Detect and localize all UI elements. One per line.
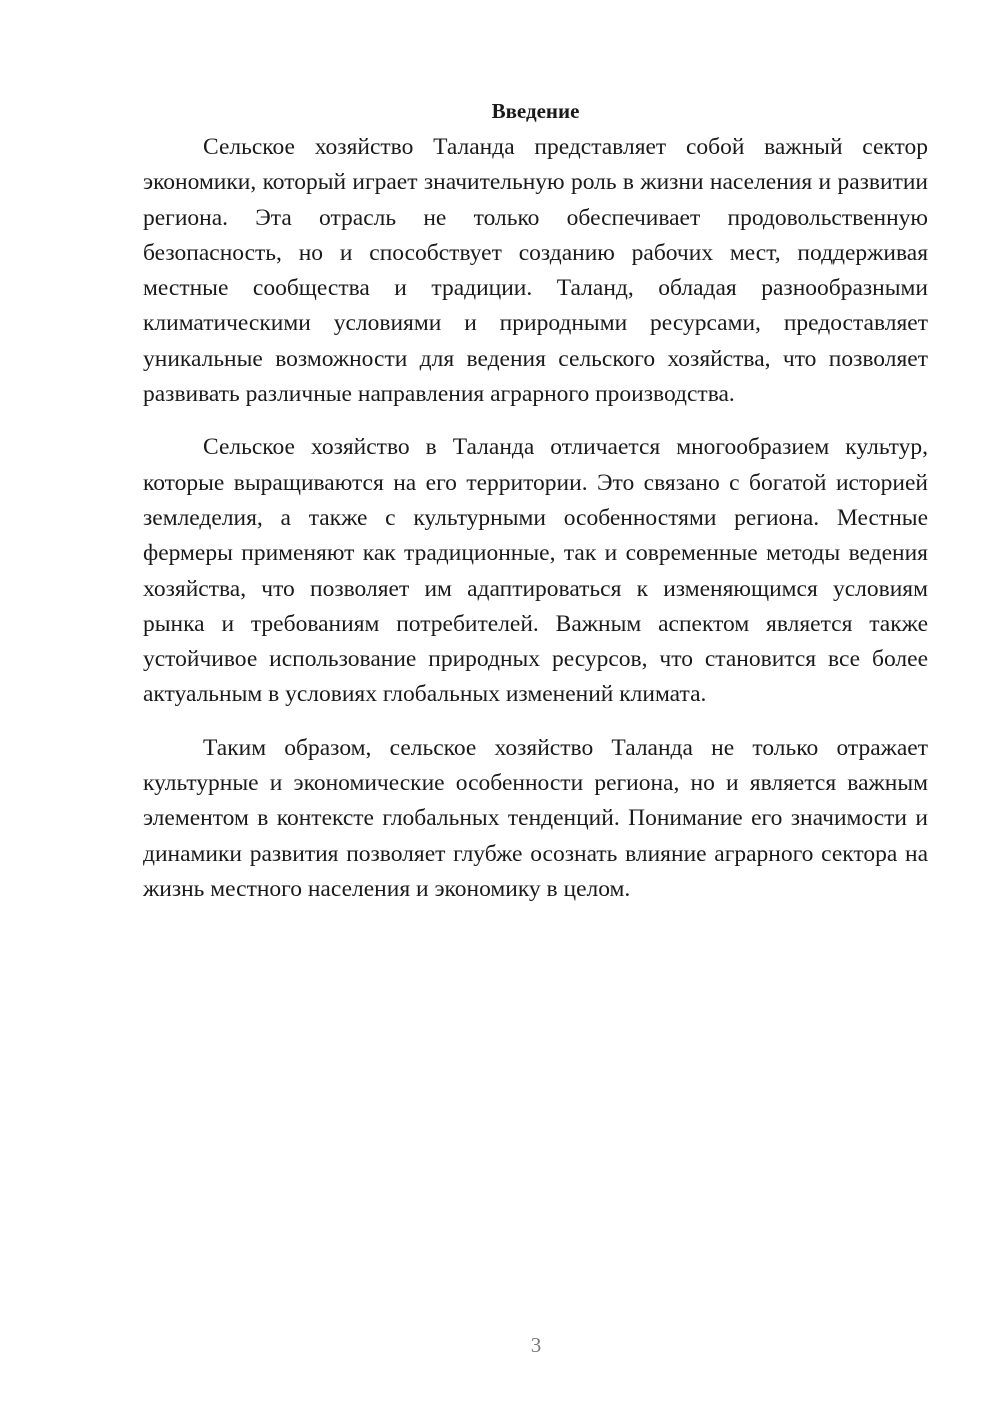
page-number: 3 <box>530 1333 542 1357</box>
page-content <box>143 96 928 925</box>
paragraph-2: Сельское хозяйство в Таланда отличается многообразием культур, которые выращиваются на его территории. Это связано с богатой историей земледелия, а также с культурными особенностями региона. Местные фермеры применяют как традиционные, так и современные методы ведения хозяйства, что позволяет им адаптироваться к изменяющимся условиям рынка и требованиям потребителей. Важным аспектом является также устойчивое использование природных ресурсов, что становится все более актуальным в условиях глобальных изменений климата. <box>143 434 928 708</box>
paragraph-3: Таким образом, сельское хозяйство Таланда не только отражает культурные и экономические особенности региона, но и является важным элементом в контексте глобальных тенденций. Понимание его значимости и динамики развития позволяет глубже осознать влияние аграрного сектора на жизнь местного населения и экономику в целом. <box>143 734 928 902</box>
section-heading: Введение <box>491 99 580 123</box>
paragraph-1: Сельское хозяйство Таланда представляет собой важный сектор экономики, который играет значительную роль в жизни населения и развитии региона. Эта отрасль не только обеспечивает продовольственную безопасность, но и способствует созданию рабочих мест, поддерживая местные сообщества и традиции. Таланд, обладая разнообразными климатическими условиями и природными ресурсами, предоставляет уникальные возможности для ведения сельского хозяйства, что позволяет развивать различные направления аграрного производства. <box>143 134 928 408</box>
